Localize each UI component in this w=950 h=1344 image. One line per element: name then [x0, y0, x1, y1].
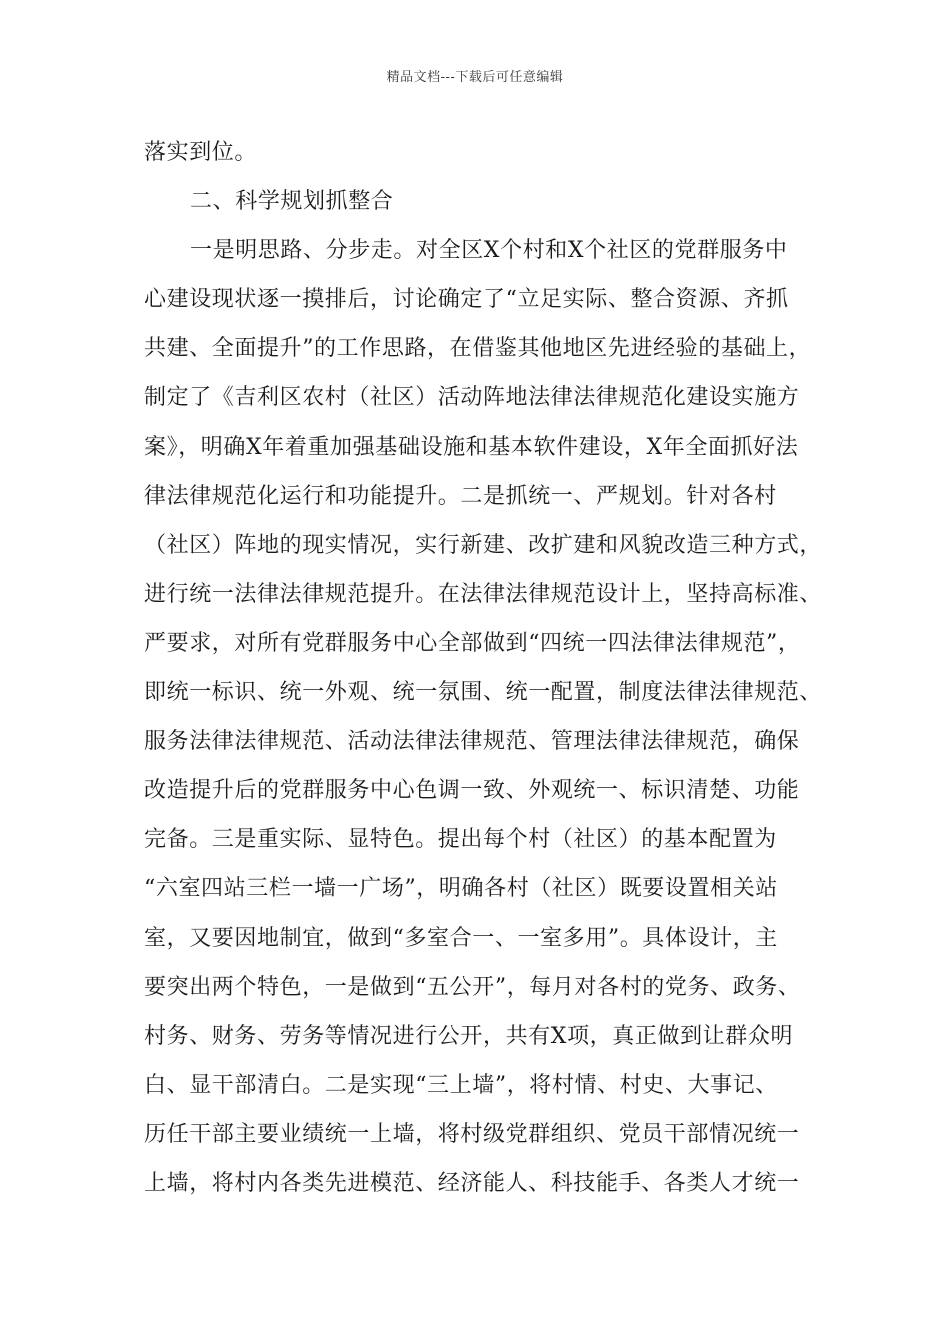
body-line: 白、显干部清白。二是实现“三上墙”，将村情、村史、大事记、	[144, 1072, 778, 1098]
body-line: 心建设现状逐一摸排后，讨论确定了“立足实际、整合资源、齐抓	[144, 287, 789, 313]
body-line: 上墙，将村内各类先进模范、经济能人、科技能手、各类人才统一	[144, 1170, 800, 1196]
body-line: 要突出两个特色，一是做到“五公开”，每月对各村的党务、政务、	[144, 974, 801, 1000]
body-line: 历任干部主要业绩统一上墙，将村级党群组织、党员干部情况统一	[144, 1121, 800, 1147]
body-line: 村务、财务、劳务等情况进行公开，共有X项，真正做到让群众明	[144, 1023, 794, 1049]
document-body	[144, 128, 823, 1208]
body-line: 室，又要因地制宜，做到“多室合一、一室多用”。具体设计，主	[144, 925, 778, 951]
body-line: 案》，明确X年着重加强基础设施和基本软件建设，X年全面抓好法	[144, 434, 799, 460]
body-line: 服务法律法律规范、活动法律法律规范、管理法律法律规范，确保	[144, 729, 800, 755]
body-line: 制定了《吉利区农村（社区）活动阵地法律法律规范化建设实施方	[144, 385, 800, 411]
body-line: 即统一标识、统一外观、统一氛围、统一配置，制度法律法律规范、	[144, 680, 823, 706]
body-line: 共建、全面提升”的工作思路，在借鉴其他地区先进经验的基础上，	[144, 336, 812, 362]
page-header: 精品文档---下载后可任意编辑	[386, 70, 564, 85]
body-line: 一是明思路、分步走。对全区X个村和X个社区的党群服务中	[190, 238, 788, 264]
body-line: 改造提升后的党群服务中心色调一致、外观统一、标识清楚、功能	[144, 778, 800, 804]
section-heading: 二、科学规划抓整合	[190, 189, 394, 215]
body-line: 完备。三是重实际、显特色。提出每个村（社区）的基本配置为	[144, 827, 777, 853]
body-line: “六室四站三栏一墙一广场”，明确各村（社区）既要设置相关站	[144, 876, 778, 902]
body-line: 落实到位。	[144, 140, 258, 165]
body-line: 严要求，对所有党群服务中心全部做到“四统一四法律法律规范”，	[144, 630, 801, 656]
body-line: 进行统一法律法律规范提升。在法律法律规范设计上，坚持高标准、	[144, 581, 823, 607]
body-line: （社区）阵地的现实情况，实行新建、改扩建和风貌改造三种方式，	[144, 532, 823, 558]
body-line: 律法律规范化运行和功能提升。二是抓统一、严规划。针对各村	[144, 483, 777, 509]
